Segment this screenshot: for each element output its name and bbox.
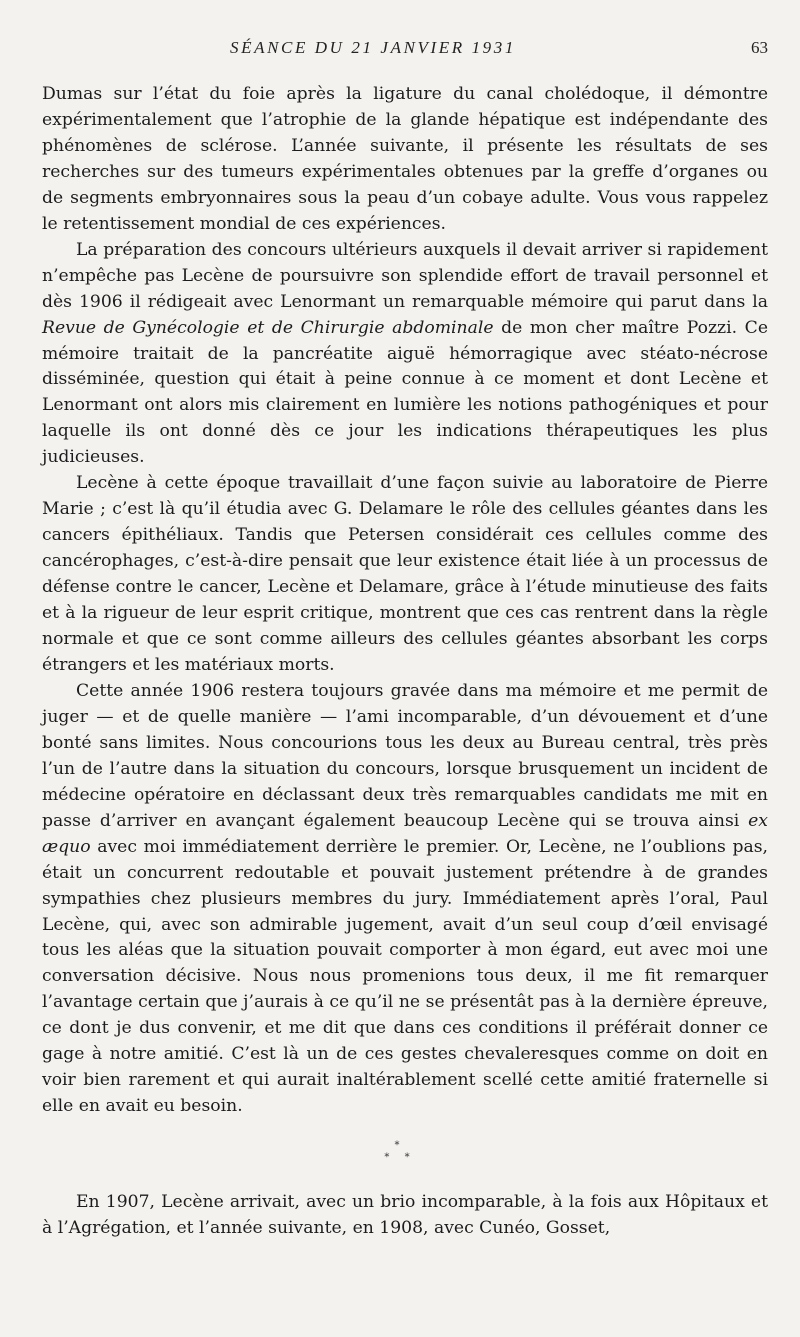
latin-phrase: ex æquo	[42, 810, 768, 857]
paragraph-2-text-b: de mon cher maître Pozzi. Ce mémoire traitait de la pancréatite aiguë hémorragique avec stéato-nécrose disséminée, question qui était à peine connue à ce moment et dont Lecène et Lenormant ont alors mis clairement en lumière les notions pathogéniques et pour laquelle ils ont donné dès ce jour les indications thérapeutiques les plus judicieuses.	[42, 317, 768, 468]
paragraph-1: Dumas sur l’état du foie après la ligature du canal cholédoque, il démontre expérimentalement que l’atrophie de la glande hépatique est indépendante des phénomènes de sclérose. L’année suivante, il présente les résultats de ses recherches sur des tumeurs expérimentales obtenues par la greffe d’organes ou de segments embryonnaires sous la peau d’un cobaye adulte. Vous vous rappelez le retentissement mondial de ces expériences.	[42, 84, 768, 234]
page-number: 63	[751, 38, 768, 57]
paragraph-4-text-b: avec moi immédiatement derrière le premier. Or, Lecène, ne l’oublions pas, était un concurrent redoutable et pouvait justement prétendre à de grandes sympathies chez plusieurs membres du jury. Immédiatement après l’oral, Paul Lecène, qui, avec son admirable jugement, avait d’un seul coup d’œil envisagé tous les aléas que la situation pouvait comporter à mon égard, eut avec moi une conversation décisive. Nous nous promenions tous deux, il me fit remarquer l’avantage certain que j’aurais à ce qu’il ne se présentât pas à la dernière épreuve, ce dont je dus convenir, et me dit que dans ces conditions il préférait donner ce gage à notre amitié. C’est là un de ces gestes chevaleresques comme on doit en voir bien rarement et qui aurait inaltérablement scellé cette amitié fraternelle si elle en avait eu besoin.	[42, 836, 768, 1117]
ornament-asterisk-top: *	[394, 1140, 406, 1151]
paragraph-2	[42, 238, 768, 472]
paragraph-5: En 1907, Lecène arrivait, avec un brio incomparable, à la fois aux Hôpitaux et à l’Agrégation, et l’année suivante, en 1908, avec Cunéo, Gosset,	[42, 1192, 768, 1238]
section-ornament	[0, 1140, 800, 1164]
journal-title: Revue de Gynécologie et de Chirurgie abdominale	[42, 317, 494, 338]
paragraph-3: Lecène à cette époque travaillait d’une façon suivie au laboratoire de Pierre Marie ; c’est là qu’il étudia avec G. Delamare le rôle des cellules géantes dans les cancers épithéliaux. Tandis que Petersen considérait ces cellules comme des cancérophages, c’est-à-dire pensait que leur existence était liée à un processus de défense contre le cancer, Lecène et Delamare, grâce à l’étude minutieuse des faits et à la rigueur de leur esprit critique, montrent que ces cas rentrent dans la règle normale et que ce sont comme ailleurs des cellules géantes absorbant les corps étrangers et les matériaux morts.	[42, 473, 768, 675]
running-header	[0, 38, 800, 64]
paragraph-4	[42, 679, 768, 1120]
body-text	[42, 82, 768, 1120]
ornament-asterisks-bottom: * *	[384, 1152, 416, 1163]
section-continuation	[42, 1190, 768, 1242]
paragraph-4-text-a: Cette année 1906 restera toujours gravée dans ma mémoire et me permit de juger — et de quelle manière — l’ami incomparable, d’un dévouement et d’une bonté sans limites. Nous concourions tous les deux au Bureau central, très près l’un de l’autre dans la situation du concours, lorsque brusquement un incident de médecine opératoire en déclassant deux très remarquables candidats me mit en passe d’arriver en avançant également beaucoup Lecène qui se trouva ainsi	[42, 680, 768, 831]
paragraph-2-text-a: La préparation des concours ultérieurs auxquels il devait arriver si rapidement n’empêche pas Lecène de poursuivre son splendide effort de travail personnel et dès 1906 il rédigeait avec Lenormant un remarquable mémoire qui parut dans la	[42, 239, 768, 312]
running-title: SÉANCE DU 21 JANVIER 1931	[230, 38, 516, 57]
